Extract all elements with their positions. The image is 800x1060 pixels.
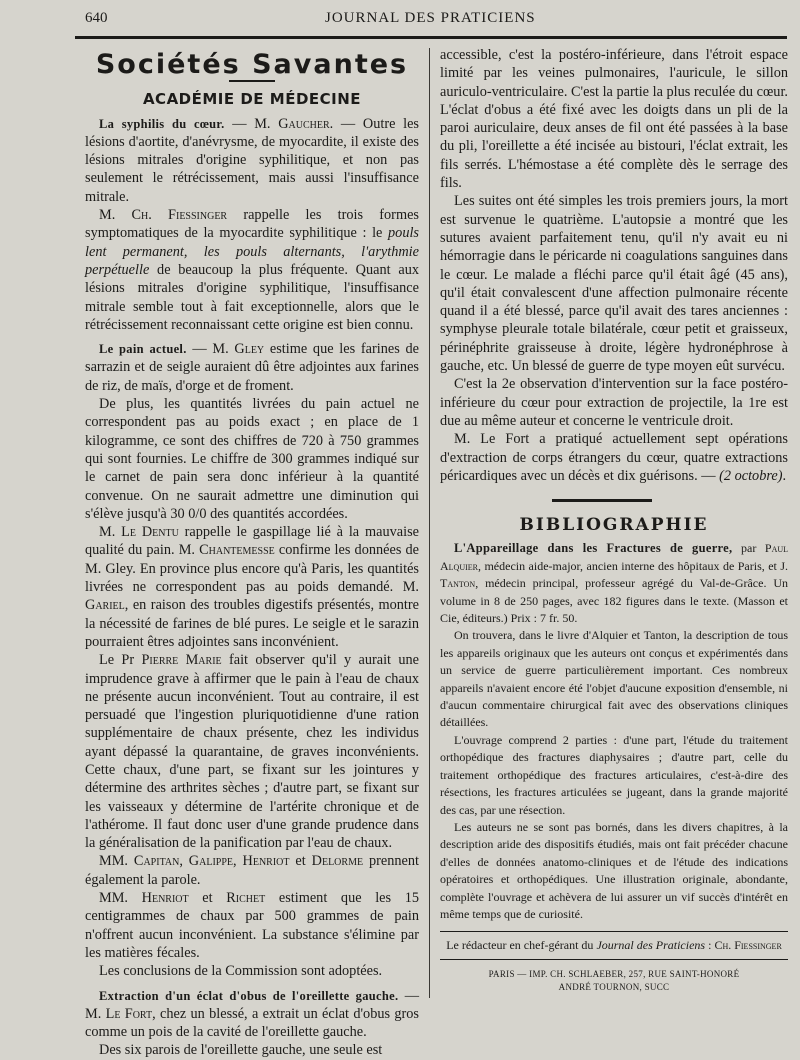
text-run: :: [705, 938, 715, 953]
text-run: — M.: [85, 987, 419, 1022]
bibliography-entry: [440, 540, 788, 627]
title-rule: [229, 80, 275, 82]
author-name: Delorme: [311, 853, 364, 870]
text-run: , médecin aide-major, ancien interne des hôpitaux de Paris, et J.: [478, 558, 788, 573]
syphilis-paragraph-1: [85, 115, 419, 206]
text-run: fait observer qu'il y aurait une imprudence grave à affirmer que le pain à l'eau de chaux ne présente aucun inconvénient. Tout au contraire, il est persuadé que l'ingestion pluriquotidienne d'une ration supplémentaire de chaux présente, chez les individus ayant dépassé la quarantaine, de graves inconvénients. Cette chaux, d'une part, se fixant sur les jointures y détermine des arthrites sèches ; d'autre part, se fixant sur les vaisseaux y détermine de l'artérite chronique et de l'athérome. Il faut donc user d'une grande prudence dans la généralisation de la panification par l'eau de chaux.: [85, 652, 419, 852]
text-run: Le rédacteur en chef-gérant du: [446, 938, 597, 953]
text-run: . — Outre les lésions d'aortite, d'anévrysme, de myocardite, il existe des lésions mitrales d'origine syphilitique, et non pas seulement le rétrécissement, mais aussi l'insuffisance mitrale.: [85, 115, 419, 205]
text-run: , médecin principal, professeur agrégé du Val-de-Grâce. Un volume in 8 de 250 pages, avec 182 figures dans le texte. (Masson et Cie, éditeurs.) Prix : 7 fr. 50.: [440, 576, 788, 626]
author-name: Paul Alquier: [440, 541, 789, 573]
syphilis-paragraph-2: [85, 206, 419, 334]
author-name: Richet: [226, 890, 266, 907]
author-name: Gaucher: [278, 115, 330, 132]
italic-run: pouls lent permanent, les pouls alternants, l'arythmie perpétuelle: [85, 225, 419, 278]
column-rule: [429, 48, 430, 998]
author-name: Pierre Marie: [141, 652, 222, 669]
text-run: .: [782, 467, 787, 484]
eclat-lead: Extraction d'un éclat d'obus de l'oreillette gauche.: [99, 988, 399, 1003]
text-run: de beaucoup la plus fréquente. Quant aux lésions mitrales d'origine syphilitique, l'insuffisance mitrale semble tout à fait exceptionnelle, alors que le rétrécissement reconnaissant cette origine est bien connu.: [85, 261, 419, 333]
text-run: et: [289, 853, 312, 870]
text-run: M.: [99, 524, 122, 541]
bibliography-paragraph-3: L'ouvrage comprend 2 parties : d'une part, l'étude du traitement orthopédique des fractures diaphysaires ; d'autre part, celle du traitement orthopédique des fractures articulaires, c'est-à-dire des résections, les fractures articulées se jugeant, dans la grande majorité des cas, par une résection.: [440, 732, 788, 817]
section-separator: [552, 499, 652, 502]
eclat-continued-4: [440, 430, 788, 485]
text-run: M. Le Fort a pratiqué actuellement sept opérations d'extraction de corps étrangers du cœur, quatre extractions péricardiques avec un décès et dix guérisons. —: [440, 431, 788, 484]
section-title: Sociétés Savantes: [95, 49, 409, 80]
pain-paragraph-4: [85, 651, 419, 852]
text-run: MM.: [99, 890, 142, 907]
bibliography-paragraph-4: Les auteurs ne se sont pas bornés, dans les divers chapitres, à la description aride des dispositifs étudiés, mais ont fait précéder chacune d'elles de données anatomo-cliniques et de l'étude des indications opératoires et orthopédiques. Une illustration originale, abondante, complète l'ouvrage et achèvera de lui assurer un vif succès d'intérêt en même temps que de curiosité.: [440, 819, 788, 921]
imprint: [440, 968, 788, 994]
pain-paragraph-7: Les conclusions de la Commission sont adoptées.: [99, 963, 383, 980]
author-name: Ch. Fiessinger: [131, 207, 228, 224]
subsection-title: ACADÉMIE DE MÉDECINE: [142, 90, 362, 109]
bibliography-title: BIBLIOGRAPHIE: [519, 515, 709, 536]
running-head: [85, 10, 780, 32]
text-run: rappelle le gaspillage lié à la mauvaise qualité du pain. M.: [85, 524, 419, 559]
eclat-continued-2: Les suites ont été simples les trois premiers jours, la mort est survenue le quatrième. L'autopsie a montré que les sutures avaient parfaitement tenu, qu'il n'y avait eu ni hémorragie dans le péricarde ni coagulations sanguines dans le cœur. Le malade a fléchi parce qu'il était âgé (45 ans), qu'il était convalescent d'une affection pulmonaire récente quand il a été blessé, parce qu'il avait des tares anciennes : symphyse pleurale totale bilatérale, cœur petit et graisseux, périnéphrite graisseuse à droite, légère hydronéphrose à gauche, etc. Un blessé de guerre de type moyen eût survécu.: [440, 193, 788, 375]
eclat-continued-3: C'est la 2e observation d'intervention sur la face postéro-inférieure du cœur pour extraction de projectile, la 1re est due au même auteur et concerne le ventricule droit.: [440, 376, 788, 429]
footer: [440, 931, 788, 994]
author-name: Le Dentu: [121, 524, 179, 541]
text-run: rappelle les trois formes symptomatiques de la myocardite syphilitique : le: [85, 207, 419, 242]
bibliography-body: [440, 540, 788, 923]
pain-paragraph-3: [85, 523, 419, 651]
author-name: Gariel: [85, 597, 125, 614]
left-column: [85, 46, 419, 1060]
pain-lead: Le pain actuel.: [99, 342, 187, 357]
text-run: , chez un blessé, a extrait un éclat d'obus gros comme un pois de la cavité de l'oreillette gauche.: [85, 1005, 419, 1041]
imprint-line-2: ANDRÉ TOURNON, SUCC: [558, 982, 670, 993]
syphilis-lead: La syphilis du cœur.: [99, 116, 225, 131]
text-run: confirme les données de M. Gley. En province plus encore qu'à Paris, les quantités livrées ne correspondent pas au poids demandé. M.: [85, 542, 419, 596]
author-name: Gley: [234, 341, 265, 358]
text-run: — M.: [224, 115, 279, 132]
journal-italic: Journal des Praticiens: [596, 938, 706, 953]
right-column: [440, 46, 788, 994]
author-name: Capitan, Galippe, Henriot: [133, 853, 290, 870]
text-run: estiment que les 15 centigrammes de chaux par 500 grammes de pain n'offrent aucun inconvénient. La substance s'élimine par les matières fécales.: [85, 890, 420, 961]
text-run: par: [732, 541, 765, 556]
bibliography-paragraph-2: On trouvera, dans le livre d'Alquier et Tanton, la description de tous les appareils originaux que les auteurs ont conçus et expérimentés dans un service de guerre particulièrement important. Ces nombreux appareils n'avaient encore été l'objet d'aucune exposition d'ensemble, ni d'aucun commentaire chirurgical fait avec des observations cliniques détaillées.: [440, 628, 788, 730]
text-run: estime que les farines de sarrazin et de seigle auraient dû être adjointes aux farines de riz, de maïs, d'orge et de froment.: [85, 341, 420, 394]
date-italic: (2 octobre): [719, 467, 783, 484]
eclat-continued-1: accessible, c'est la postéro-inférieure, dans l'étroit espace limité par les veines pulmonaires, l'auricule, le sillon auriculo-ventriculaire. C'est la partie la plus reculée du cœur. L'éclat d'obus a été fixé avec les doigts dans un pli de la paroi auriculaire, deux anses de fil ont été passées à la base du pli, l'oreillette a été incisée au bistouri, l'éclat extrait, les fils serrés. L'hémostase a été complète dès le serrage des fils.: [440, 47, 788, 192]
author-name: Chantemesse: [199, 542, 275, 559]
page-number: 640: [85, 10, 108, 26]
author-name: Le Fort: [105, 1005, 153, 1022]
author-name: Henriot: [141, 890, 189, 907]
pain-paragraph-2: De plus, les quantités livrées du pain actuel ne correspondent pas au poids exact ; en place de 1 kilogramme, ce sont des chiffres de 720 à 750 grammes qui sont fournies. Le chiffre de 300 grammes indiqué sur le carnet de pain sera donc inférieur à la quantité convenue. On ne saurait admettre une diminution qui s'élève jusqu'à 30 0/0 des quantités accordées.: [85, 396, 419, 522]
imprint-line-1: PARIS — IMP. CH. SCHLAEBER, 257, RUE SAINT-HONORÉ: [488, 969, 740, 980]
book-title: L'Appareillage dans les Fractures de guerre,: [454, 541, 733, 556]
text-run: , en raison des troubles digestifs présentés, montre la nécessité de farines de blé pures. Le seigle et le sarazin pourraient êtres adjointes sans inconvénient.: [85, 597, 419, 650]
pain-paragraph-5: [85, 852, 419, 889]
pain-paragraph-6: [85, 889, 419, 962]
header-rule: [75, 36, 787, 39]
pain-paragraph-1: [85, 340, 419, 395]
eclat-paragraph-1: [85, 987, 419, 1042]
text-run: et: [188, 890, 227, 907]
editor-line: [440, 937, 788, 960]
author-name: Tanton: [440, 576, 476, 591]
editor-name: Ch. Fiessinger: [714, 938, 782, 953]
text-run: prennent également la parole.: [85, 853, 420, 888]
text-run: MM.: [99, 853, 134, 870]
text-run: — M.: [186, 341, 235, 358]
text-run: Le Pr: [99, 652, 142, 669]
eclat-paragraph-2: Des six parois de l'oreillette gauche, une seule est: [99, 1042, 383, 1059]
text-run: M.: [99, 207, 132, 224]
journal-title: JOURNAL DES PRATICIENS: [325, 10, 536, 26]
